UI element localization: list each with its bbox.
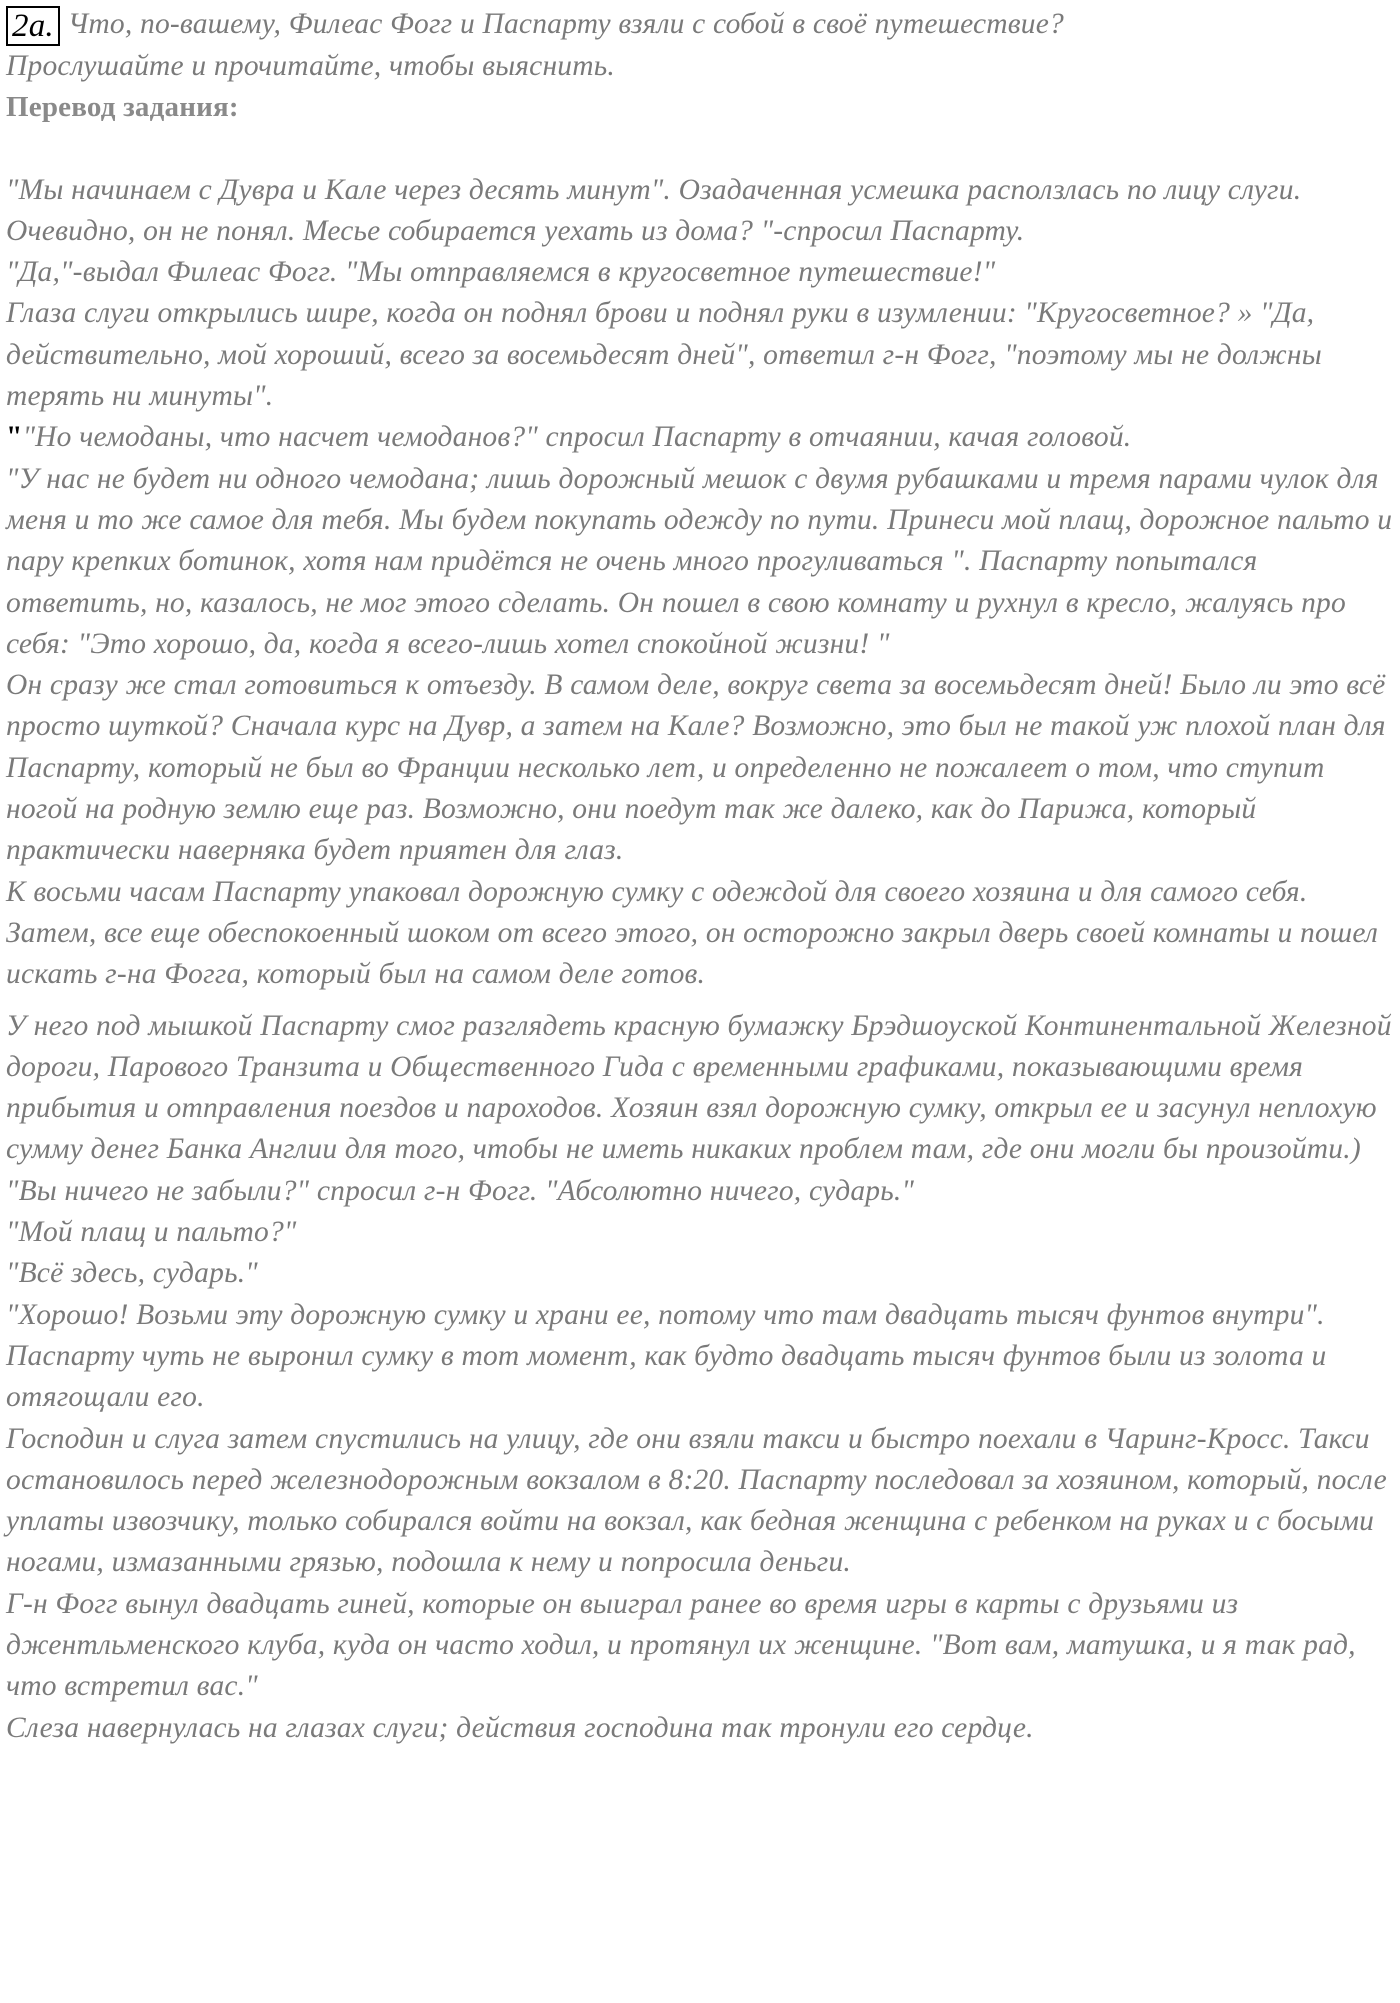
paragraph-4-text: "Но чемоданы, что насчет чемоданов?" спросил Паспарту в отчаянии, качая головой.: [22, 421, 1132, 454]
paragraph-5: "У нас не будет ни одного чемодана; лишь дорожный мешок с двумя рубашками и тремя парами чулок для меня и то же самое для тебя. Мы будем покупать одежду по пути. Принеси мой плащ, дорожное пальто и пару крепких ботинок, хотя нам придётся не очень много прогуливаться ". Паспарту попытался ответить, но, казалось, не мог этого сделать. Он пошел в свою комнату и рухнул в кресло, жалуясь про себя: "Это хорошо, да, когда я всего-лишь хотел спокойной жизни! ": [6, 462, 1393, 660]
paragraph-2: "Да,"-выдал Филеас Фогг. "Мы отправляемся в кругосветное путешествие!": [6, 256, 996, 289]
paragraph-1: "Мы начинаем с Дувра и Кале через десять минут". Озадаченная усмешка расползлась по лицу слуги. Очевидно, он не понял. Месье собирается уехать из дома? "-спросил Паспарту.: [6, 173, 1302, 247]
paragraph-4: [6, 417, 1396, 458]
paragraph-10: "Мой плащ и пальто?": [6, 1216, 297, 1249]
paragraph-3: Глаза слуги открылись шире, когда он поднял брови и поднял руки в изумлении: "Кругосветное? » "Да, действительно, мой хороший, всего за восемьдесят дней", ответил г-н Фогг, "поэтому мы не должны терять ни минуты".: [6, 297, 1322, 413]
stray-quote-mark: ": [6, 421, 23, 454]
paragraph-7: К восьми часам Паспарту упаковал дорожную сумку с одеждой для своего хозяина и для самого себя. Затем, все еще обеспокоенный шоком от всего этого, он осторожно закрыл дверь своей комнаты и пошел искать г-на Фогга, который был на самом деле готов.: [6, 875, 1379, 991]
paragraph-11: "Всё здесь, сударь.": [6, 1257, 258, 1290]
paragraph-13: Паспарту чуть не выронил сумку в тот момент, как будто двадцать тысяч фунтов были из золота и отягощали его.: [6, 1339, 1327, 1414]
paragraph-8: У него под мышкой Паспарту смог разглядеть красную бумажку Брэдшоуской Континентальной Железной дороги, Парового Транзита и Общественного Гида с временными графиками, показывающими время прибытия и отправления поездов и пароходов. Хозяин взял дорожную сумку, открыл ее и засунул неплохую сумму денег Банка Англии для того, чтобы не иметь никаких проблем там, где они могли бы произойти.): [6, 1009, 1392, 1166]
paragraph-6: Он сразу же стал готовиться к отъезду. В самом деле, вокруг света за восемьдесят дней! Было ли это всё просто шуткой? Сначала курс на Дувр, а затем на Кале? Возможно, это был не такой уж плохой план для Паспарту, который не был во Франции несколько лет, и определенно не пожалеет о том, что ступит ногой на родную землю еще раз. Возможно, они поедут так же далеко, как до Парижа, который практически наверняка будет приятен для глаз.: [6, 669, 1386, 867]
task-question-line2: Прослушайте и прочитайте, чтобы выяснить.: [6, 50, 615, 82]
task-question-line1: Что, по-вашему, Филеас Фогг и Паспарту взяли с собой в своё путешествие?: [67, 8, 1064, 40]
paragraph-16: Слеза навернулась на глазах слуги; действия господина так тронули его сердце.: [6, 1711, 1034, 1744]
paragraph-15: Г-н Фогг вынул двадцать гиней, которые он выиграл ранее во время игры в карты с друзьями из джентльменского клуба, куда он часто ходил, и протянул их женщине. "Вот вам, матушка, и я так рад, что встретил вас.": [6, 1587, 1356, 1703]
paragraph-12: "Хорошо! Возьми эту дорожную сумку и храни ее, потому что там двадцать тысяч фунтов внутри".: [6, 1298, 1325, 1331]
translation-heading: Перевод задания:: [6, 91, 239, 124]
spacer: [6, 129, 1396, 170]
paragraph-14: Господин и слуга затем спустились на улицу, где они взяли такси и быстро поехали в Чаринг-Кросс. Такси остановилось перед железнодорожным вокзалом в 8:20. Паспарту последовал за хозяином, который, после уплаты извозчику, только собирался войти на вокзал, как бедная женщина с ребенком на руках и с босыми ногами, измазанными грязью, подошла к нему и попросила деньги.: [6, 1422, 1387, 1579]
task-header: [6, 4, 1396, 46]
paragraph-9: "Вы ничего не забыли?" спросил г-н Фогг. "Абсолютно ничего, сударь.": [6, 1174, 915, 1207]
task-number-box: 2a.: [6, 6, 60, 46]
document-page: [6, 4, 1396, 1749]
